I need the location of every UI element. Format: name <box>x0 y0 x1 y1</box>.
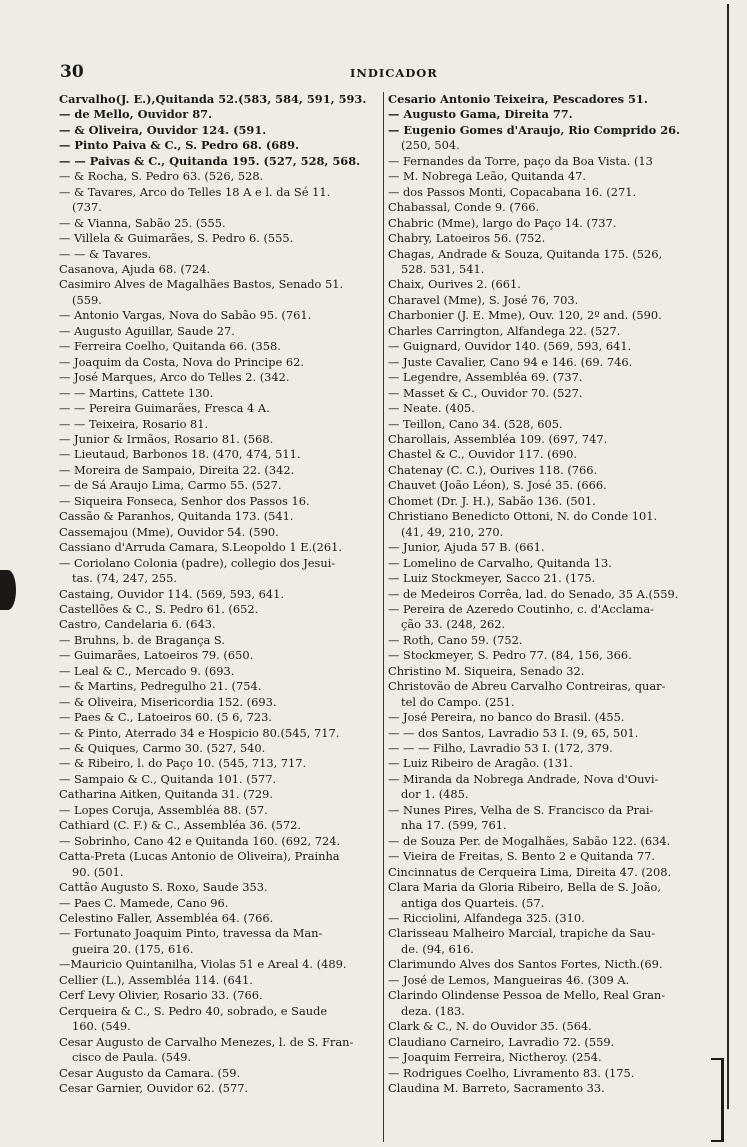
directory-entry: Chabassal, Conde 9. (766. <box>388 200 540 215</box>
directory-entry: — Leal & C., Mercado 9. (693. <box>59 663 235 678</box>
directory-entry: de. (94, 616. <box>401 941 474 956</box>
directory-entry: — Coriolano Colonia (padre), collegio dos Jesui- <box>59 555 336 570</box>
directory-entry: — Junior & Irmãos, Rosario 81. (568. <box>59 431 274 446</box>
directory-entry: — Neate. (405. <box>388 401 475 416</box>
directory-entry: 90. (501. <box>72 864 124 879</box>
directory-entry: Catta-Preta (Lucas Antonio de Oliveira), Prainha <box>59 849 340 864</box>
directory-entry: Chagas, Andrade & Souza, Quitanda 175. (526, <box>388 246 663 261</box>
column-divider <box>383 92 384 1142</box>
directory-entry: — Luiz Ribeiro de Aragão. (131. <box>388 756 573 771</box>
running-head: INDICADOR <box>350 66 438 80</box>
directory-entry: Cesar Augusto de Carvalho Menezes, l. de S. Fran- <box>59 1034 354 1049</box>
directory-entry: — Paes C. Mamede, Cano 96. <box>59 895 229 910</box>
directory-entry: Cathiard (C. F.) & C., Assembléa 36. (572. <box>59 818 302 833</box>
directory-entry: — & Oliveira, Ouvidor 124. (591. <box>59 122 267 137</box>
directory-entry: Claudiano Carneiro, Lavradio 72. (559. <box>388 1034 615 1049</box>
directory-entry: Charles Carrington, Alfandega 22. (527. <box>388 323 621 338</box>
directory-entry: (737. <box>72 200 102 215</box>
directory-entry: Catharina Aitken, Quitanda 31. (729. <box>59 787 273 802</box>
directory-entry: Carvalho(J. E.),Quitanda 52.(583, 584, 591, 593. <box>59 92 367 106</box>
directory-entry: Celestino Faller, Assembléa 64. (766. <box>59 911 274 926</box>
directory-entry: Charavel (Mme), S. José 76, 703. <box>388 292 579 307</box>
directory-entry: — Bruhns, b. de Bragança S. <box>59 632 225 647</box>
directory-entry: Chabry, Latoeiros 56. (752. <box>388 231 546 246</box>
directory-entry: — & Tavares, Arco do Telles 18 A e l. da Sé 11. <box>59 184 331 199</box>
directory-entry: — — Paivas & C., Quitanda 195. (527, 528, 568. <box>59 153 361 168</box>
directory-entry: Charbonier (J. E. Mme), Ouv. 120, 2º and. (590. <box>388 308 662 323</box>
directory-entry: Cesario Antonio Teixeira, Pescadores 51. <box>388 92 648 106</box>
page-edge-rule <box>727 4 729 1109</box>
directory-entry: — Roth, Cano 59. (752. <box>388 632 523 647</box>
directory-entry: Clarimundo Alves dos Santos Fortes, Nicth.(69. <box>388 957 663 972</box>
directory-entry: — Junior, Ajuda 57 B. (661. <box>388 540 545 555</box>
directory-entry: — Pinto Paiva & C., S. Pedro 68. (689. <box>59 138 299 153</box>
margin-bracket <box>711 1058 724 1142</box>
directory-entry: 160. (549. <box>72 1019 131 1034</box>
directory-entry: gueira 20. (175, 616. <box>72 941 194 956</box>
binding-stain <box>0 570 16 610</box>
directory-entry: Claudina M. Barreto, Sacramento 33. <box>388 1081 605 1095</box>
directory-entry: Charollais, Assembléa 109. (697, 747. <box>388 431 608 446</box>
directory-entry: — Villela & Guimarães, S. Pedro 6. (555. <box>59 231 294 246</box>
directory-entry: — Guignard, Ouvidor 140. (569, 593, 641. <box>388 339 632 354</box>
directory-entry: 528. 531, 541. <box>401 261 485 276</box>
directory-entry: cisco de Paula. (549. <box>72 1050 192 1065</box>
directory-entry: Cassiano d'Arruda Camara, S.Leopoldo 1 E.(261. <box>59 540 342 555</box>
directory-entry: tel do Campo. (251. <box>401 694 515 709</box>
directory-entry: — Stockmeyer, S. Pedro 77. (84, 156, 366. <box>388 648 632 663</box>
directory-entry: Chatenay (C. C.), Ourives 118. (766. <box>388 462 598 477</box>
directory-entry: — Rodrigues Coelho, Livramento 83. (175. <box>388 1065 635 1080</box>
directory-entry: — Vieira de Freitas, S. Bento 2 e Quitanda 77. <box>388 849 655 864</box>
directory-entry: — Joaquim Ferreira, Nictheroy. (254. <box>388 1050 602 1065</box>
directory-entry: — Eugenio Gomes d'Araujo, Rio Comprido 26. <box>388 122 681 137</box>
directory-entry: (41, 49, 210, 270. <box>401 524 504 539</box>
directory-entry: — — — Filho, Lavradio 53 I. (172, 379. <box>388 741 613 756</box>
directory-entry: — Guimarães, Latoeiros 79. (650. <box>59 648 254 663</box>
directory-entry: — Augusto Gama, Direita 77. <box>388 107 573 122</box>
directory-entry: — & Martins, Pedregulho 21. (754. <box>59 679 262 694</box>
directory-entry: — José Pereira, no banco do Brasil. (455. <box>388 710 625 725</box>
directory-entry: Castellões & C., S. Pedro 61. (652. <box>59 601 259 616</box>
directory-entry: — Juste Cavalier, Cano 94 e 146. (69. 746. <box>388 354 633 369</box>
directory-entry: Chomet (Dr. J. H.), Sabão 136. (501. <box>388 493 596 508</box>
directory-entry: — Sobrinho, Cano 42 e Quitanda 160. (692, 724. <box>59 833 341 848</box>
directory-entry: — Nunes Pires, Velha de S. Francisco da Prai- <box>388 802 654 817</box>
directory-entry: — José Marques, Arco do Telles 2. (342. <box>59 370 290 385</box>
directory-entry: Cesar Augusto da Camara. (59. <box>59 1065 241 1080</box>
directory-entry: — José de Lemos, Mangueiras 46. (309 A. <box>388 972 630 987</box>
directory-entry: dor 1. (485. <box>401 787 469 802</box>
directory-entry: deza. (183. <box>401 1003 465 1018</box>
directory-entry: Clara Maria da Gloria Ribeiro, Bella de S. João, <box>388 880 661 895</box>
directory-entry: nha 17. (599, 761. <box>401 818 507 833</box>
directory-entry: Chaix, Ourives 2. (661. <box>388 277 521 292</box>
directory-entry: Castaing, Ouvidor 114. (569, 593, 641. <box>59 586 284 601</box>
directory-entry: Chastel & C., Ouvidor 117. (690. <box>388 447 577 462</box>
directory-entry: — Lieutaud, Barbonos 18. (470, 474, 511. <box>59 447 301 462</box>
directory-entry: Cincinnatus de Cerqueira Lima, Direita 47. (208. <box>388 864 672 879</box>
directory-entry: Cassão & Paranhos, Quitanda 173. (541. <box>59 509 294 524</box>
directory-entry: — & Pinto, Aterrado 34 e Hospicio 80.(545, 717. <box>59 725 340 740</box>
directory-entry: — Legendre, Assembléa 69. (737. <box>388 370 583 385</box>
right-column <box>388 92 724 1096</box>
directory-entry: — de Mello, Ouvidor 87. <box>59 107 213 122</box>
directory-entry: Cerqueira & C., S. Pedro 40, sobrado, e Saude <box>59 1003 328 1018</box>
directory-entry: — Masset & C., Ouvidor 70. (527. <box>388 385 583 400</box>
directory-entry: — & Ribeiro, l. do Paço 10. (545, 713, 717. <box>59 756 307 771</box>
directory-entry: Chauvet (João Léon), S. José 35. (666. <box>388 478 607 493</box>
directory-entry: — Fernandes da Torre, paço da Boa Vista. (13 <box>388 153 653 168</box>
directory-entry: — de Medeiros Corrêa, lad. do Senado, 35 A.(559. <box>388 586 679 601</box>
directory-entry: antiga dos Quarteis. (57. <box>401 895 545 910</box>
directory-entry: — & Quiques, Carmo 30. (527, 540. <box>59 741 266 756</box>
directory-entry: Christino M. Siqueira, Senado 32. <box>388 663 585 678</box>
page-header <box>50 62 717 82</box>
directory-entry: — Ferreira Coelho, Quitanda 66. (358. <box>59 339 281 354</box>
directory-entry: — Fortunato Joaquim Pinto, travessa da Man- <box>59 926 323 941</box>
directory-entry: — Joaquim da Costa, Nova do Principe 62. <box>59 354 304 369</box>
directory-entry: Casanova, Ajuda 68. (724. <box>59 261 211 276</box>
directory-entry: — Augusto Aguillar, Saude 27. <box>59 323 235 338</box>
directory-entry: — Lomelino de Carvalho, Quitanda 13. <box>388 555 612 570</box>
directory-entry: tas. (74, 247, 255. <box>72 571 177 586</box>
directory-entry: — Moreira de Sampaio, Direita 22. (342. <box>59 462 295 477</box>
page-number: 30 <box>60 62 84 82</box>
directory-entry: — & Rocha, S. Pedro 63. (526, 528. <box>59 169 264 184</box>
directory-entry: — Ricciolini, Alfandega 325. (310. <box>388 911 585 926</box>
directory-entry: Cellier (L.), Assembléa 114. (641. <box>59 972 253 987</box>
directory-entry: — Paes & C., Latoeiros 60. (5 6, 723. <box>59 710 272 725</box>
directory-entry: (250, 504. <box>401 138 460 153</box>
directory-entry: — Luiz Stockmeyer, Sacco 21. (175. <box>388 571 596 586</box>
directory-entry: — Lopes Coruja, Assembléa 88. (57. <box>59 802 268 817</box>
directory-entry: — & Vianna, Sabão 25. (555. <box>59 215 226 230</box>
directory-entry: — Siqueira Fonseca, Senhor dos Passos 16. <box>59 493 310 508</box>
directory-entry: Clarindo Olindense Pessoa de Mello, Real Gran- <box>388 988 666 1003</box>
directory-entry: — & Oliveira, Misericordia 152. (693. <box>59 694 277 709</box>
directory-entry: — de Sá Araujo Lima, Carmo 55. (527. <box>59 478 282 493</box>
directory-entry: Castro, Candelaria 6. (643. <box>59 617 216 632</box>
directory-entry: — — Martins, Cattete 130. <box>59 385 214 400</box>
directory-entry: Christovão de Abreu Carvalho Contreiras, quar- <box>388 679 666 694</box>
directory-entry: — Antonio Vargas, Nova do Sabão 95. (761. <box>59 308 312 323</box>
directory-entry: Cesar Garnier, Ouvidor 62. (577. <box>59 1081 249 1095</box>
left-column <box>59 92 381 1096</box>
directory-entry: Christiano Benedicto Ottoni, N. do Conde 101. <box>388 509 658 524</box>
directory-entry: Cerf Levy Olivier, Rosario 33. (766. <box>59 988 263 1003</box>
directory-entry: — Pereira de Azeredo Coutinho, c. d'Acclama- <box>388 601 654 616</box>
directory-entry: —Mauricio Quintanilha, Violas 51 e Areal 4. (489. <box>59 957 347 972</box>
directory-entry: — — Teixeira, Rosario 81. <box>59 416 209 431</box>
directory-entry: Clarisseau Malheiro Marcial, trapiche da Sau- <box>388 926 656 941</box>
directory-entry: Cassemajou (Mme), Ouvidor 54. (590. <box>59 524 279 539</box>
directory-entry: — — & Tavares. <box>59 246 152 261</box>
directory-entry: Casimiro Alves de Magalhães Bastos, Senado 51. <box>59 277 344 292</box>
directory-entry: Cattão Augusto S. Roxo, Saude 353. <box>59 880 268 895</box>
directory-entry: Clark & C., N. do Ouvidor 35. (564. <box>388 1019 592 1034</box>
directory-entry: — — dos Santos, Lavradio 53 I. (9, 65, 501. <box>388 725 639 740</box>
directory-entry: — Teillon, Cano 34. (528, 605. <box>388 416 563 431</box>
directory-entry: — Miranda da Nobrega Andrade, Nova d'Ouvi- <box>388 771 659 786</box>
directory-entry: — — Pereira Guimarães, Fresca 4 A. <box>59 401 270 416</box>
directory-entry: — M. Nobrega Leão, Quitanda 47. <box>388 169 586 184</box>
directory-entry: — de Souza Per. de Mogalhães, Sabão 122. (634. <box>388 833 671 848</box>
directory-entry: ção 33. (248, 262. <box>401 617 506 632</box>
directory-entry: — dos Passos Monti, Copacabana 16. (271. <box>388 184 637 199</box>
directory-entry: (559. <box>72 292 102 307</box>
directory-entry: — Sampaio & C., Quitanda 101. (577. <box>59 771 277 786</box>
directory-entry: Chabric (Mme), largo do Paço 14. (737. <box>388 215 617 230</box>
